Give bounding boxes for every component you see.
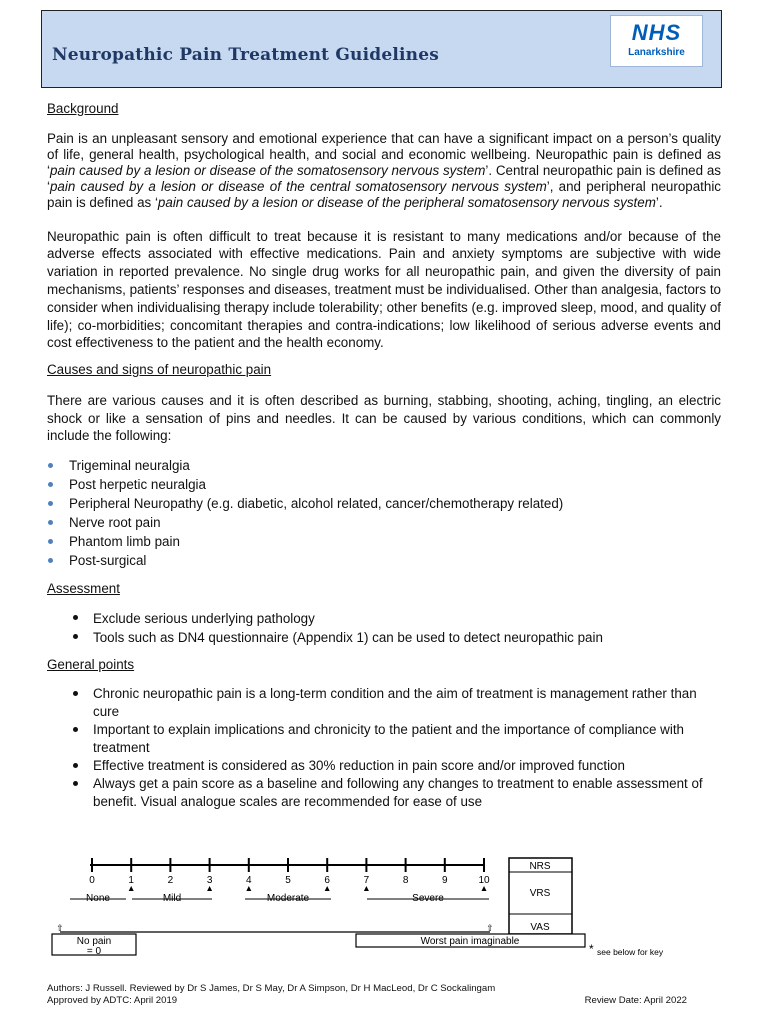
scale-number: 3 (206, 875, 213, 886)
background-paragraph-2: Neuropathic pain is often difficult to treat because it is resistant to many medications and/or because of the adverse effects associated with effective medications. Pain and anxiety symptoms are subjective with wide variation in reported prevalence. No single drug works for all neuropathic pain, and given the diversity of pain mechanisms, patients’ responses and diseases, treatment must be individualised. Other than analgesia, factors to consider when individualising therapy include tolerability; other benefits (e.g. improved sleep, mood, and quality of life); co-morbidities; concomitant therapies and contra-indications; low likelihood of serious adverse events and cost effectiveness to the patient and the health economy. (47, 228, 721, 351)
definition-italic: pain caused by a lesion or disease of the somatosensory nervous system (49, 163, 486, 179)
scale-number: 0 (89, 875, 95, 886)
list-item: Tools such as DN4 questionnaire (Appendix 1) can be used to detect neuropathic pain (47, 628, 721, 647)
footer-approved: Approved by ADTC: April 2019 (47, 994, 178, 1006)
category-none: None (86, 893, 110, 904)
logo-org-text: Lanarkshire (628, 47, 685, 58)
assessment-list (47, 609, 721, 647)
scale-number: 5 (285, 875, 291, 886)
list-item: Post herpetic neuralgia (47, 475, 721, 494)
document-footer (47, 983, 707, 1006)
document-header (41, 10, 722, 88)
scale-label-vrs: VRS (529, 888, 551, 899)
scale-number: 9 (442, 875, 448, 886)
category-boundary-arrow-icon (129, 886, 134, 891)
list-item: Important to explain implications and chronicity to the patient and the importance of compliance with treatment (47, 721, 721, 757)
scale-label-nrs: NRS (529, 861, 551, 872)
scale-label-vas: VAS (530, 922, 550, 933)
section-heading-assessment: Assessment (47, 580, 120, 596)
scale-number: 4 (246, 875, 252, 886)
key-note: see below for key (597, 947, 664, 957)
no-pain-value: = 0 (86, 946, 102, 957)
text-run: ’. (655, 195, 663, 211)
text-run: ’, and peripheral neuropathic pain is defined as ‘ (47, 179, 721, 211)
section-heading-causes: Causes and signs of neuropathic pain (47, 362, 272, 378)
list-item: Effective treatment is considered as 30% reduction in pain score and/or improved function (47, 757, 721, 775)
list-item: Phantom limb pain (47, 532, 721, 551)
causes-intro: There are various causes and it is often described as burning, stabbing, shooting, aching, tingling, an electric shock or like a sensation of pins and needles. It can be caused by various conditions, which can commonly include the following: (47, 393, 721, 444)
pain-scale-figure (48, 852, 664, 962)
list-item: Peripheral Neuropathy (e.g. diabetic, alcohol related, cancer/chemotherapy related) (47, 494, 721, 513)
scale-number: 2 (167, 875, 174, 886)
scale-number: 1 (128, 875, 134, 886)
list-item: Always get a pain score as a baseline and following any changes to treatment to enable assessment of benefit. Visual analogue scales are recommended for ease of use (47, 775, 721, 811)
document-body (47, 101, 721, 811)
category-boundary-arrow-icon (207, 886, 212, 891)
worst-pain-label: Worst pain imaginable (420, 936, 520, 947)
scale-number: 6 (324, 875, 330, 886)
scale-number: 8 (402, 875, 409, 886)
nhs-lanarkshire-logo (610, 15, 703, 67)
list-item: Trigeminal neuralgia (47, 456, 721, 475)
footer-review-date: Review Date: April 2022 (584, 994, 687, 1006)
text-run: ’. Central neuropathic pain is defined as ‘ (47, 163, 722, 195)
scale-number: 10 (478, 875, 490, 886)
list-item: Chronic neuropathic pain is a long-term condition and the aim of treatment is management rather than cure (47, 685, 721, 721)
definition-italic: pain caused by a lesion or disease of the peripheral somatosensory nervous system (157, 195, 656, 211)
list-item: Exclude serious underlying pathology (47, 609, 721, 628)
footer-authors: Authors: J Russell. Reviewed by Dr S James, Dr S May, Dr A Simpson, Dr H MacLeod, Dr C Sockalingam (47, 983, 496, 994)
causes-list (47, 456, 721, 570)
category-boundary-arrow-icon (325, 886, 330, 891)
category-moderate: Moderate (266, 893, 310, 904)
list-item: Nerve root pain (47, 513, 721, 532)
vas-right-arrow-icon: ⇧ (486, 924, 494, 934)
no-pain-label: No pain (76, 936, 112, 947)
logo-nhs-text: NHS (631, 20, 682, 45)
asterisk-mark: * (589, 942, 594, 956)
section-heading-background: Background (47, 101, 119, 116)
list-item: Post-surgical (47, 551, 721, 570)
background-paragraph-1 (47, 131, 721, 211)
vas-left-arrow-icon: ⇧ (56, 924, 64, 934)
category-boundary-arrow-icon (364, 886, 369, 891)
general-points-list (47, 685, 721, 811)
text-run: Pain is an unpleasant sensory and emotional experience that can have a significant impact on a person’s quality of life, general health, psychological health, and social and economic wellbeing. Neuropathic pain is defined as ‘ (47, 131, 721, 179)
definition-italic: pain caused by a lesion or disease of the central somatosensory nervous system (49, 179, 547, 195)
page-title: Neuropathic Pain Treatment Guidelines (52, 45, 440, 65)
scale-number: 7 (363, 875, 370, 886)
section-heading-general: General points (47, 656, 135, 672)
category-mild: Mild (162, 893, 182, 904)
category-boundary-arrow-icon (482, 886, 487, 891)
category-severe: Severe (412, 893, 444, 904)
category-boundary-arrow-icon (246, 886, 251, 891)
